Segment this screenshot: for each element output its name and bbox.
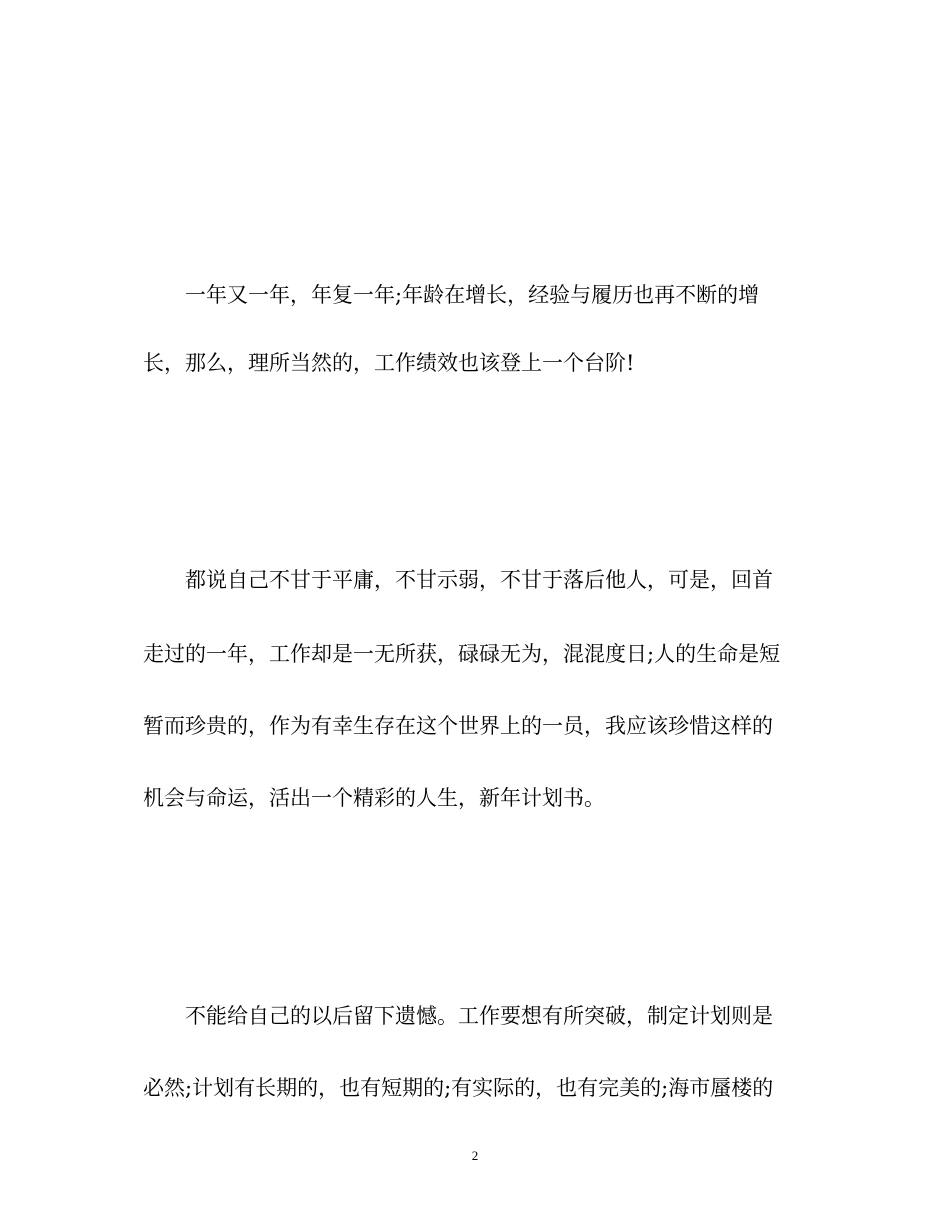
paragraph-2-line-2: 走过的一年，工作却是一无所获，碌碌无为，混混度日;人的生命是短 (143, 642, 781, 666)
paragraph-2-line-4: 机会与命运，活出一个精彩的人生，新年计划书。 (143, 786, 605, 810)
paragraph-1-line-2: 长，那么，理所当然的，工作绩效也该登上一个台阶! (143, 351, 635, 375)
paragraph-2-line-1: 都说自己不甘于平庸，不甘示弱，不甘于落后他人，可是，回首 (185, 568, 773, 592)
paragraph-3-line-1: 不能给自己的以后留下遗憾。工作要想有所突破，制定计划则是 (185, 1004, 773, 1028)
paragraph-2-line-3: 暂而珍贵的，作为有幸生存在这个世界上的一员，我应该珍惜这样的 (143, 714, 773, 738)
page-number: 2 (471, 1148, 479, 1163)
paragraph-3-line-2: 必然;计划有长期的，也有短期的;有实际的，也有完美的;海市蜃楼的 (143, 1076, 774, 1100)
paragraph-1-line-1: 一年又一年，年复一年;年龄在增长，经验与履历也再不断的增 (185, 283, 760, 307)
